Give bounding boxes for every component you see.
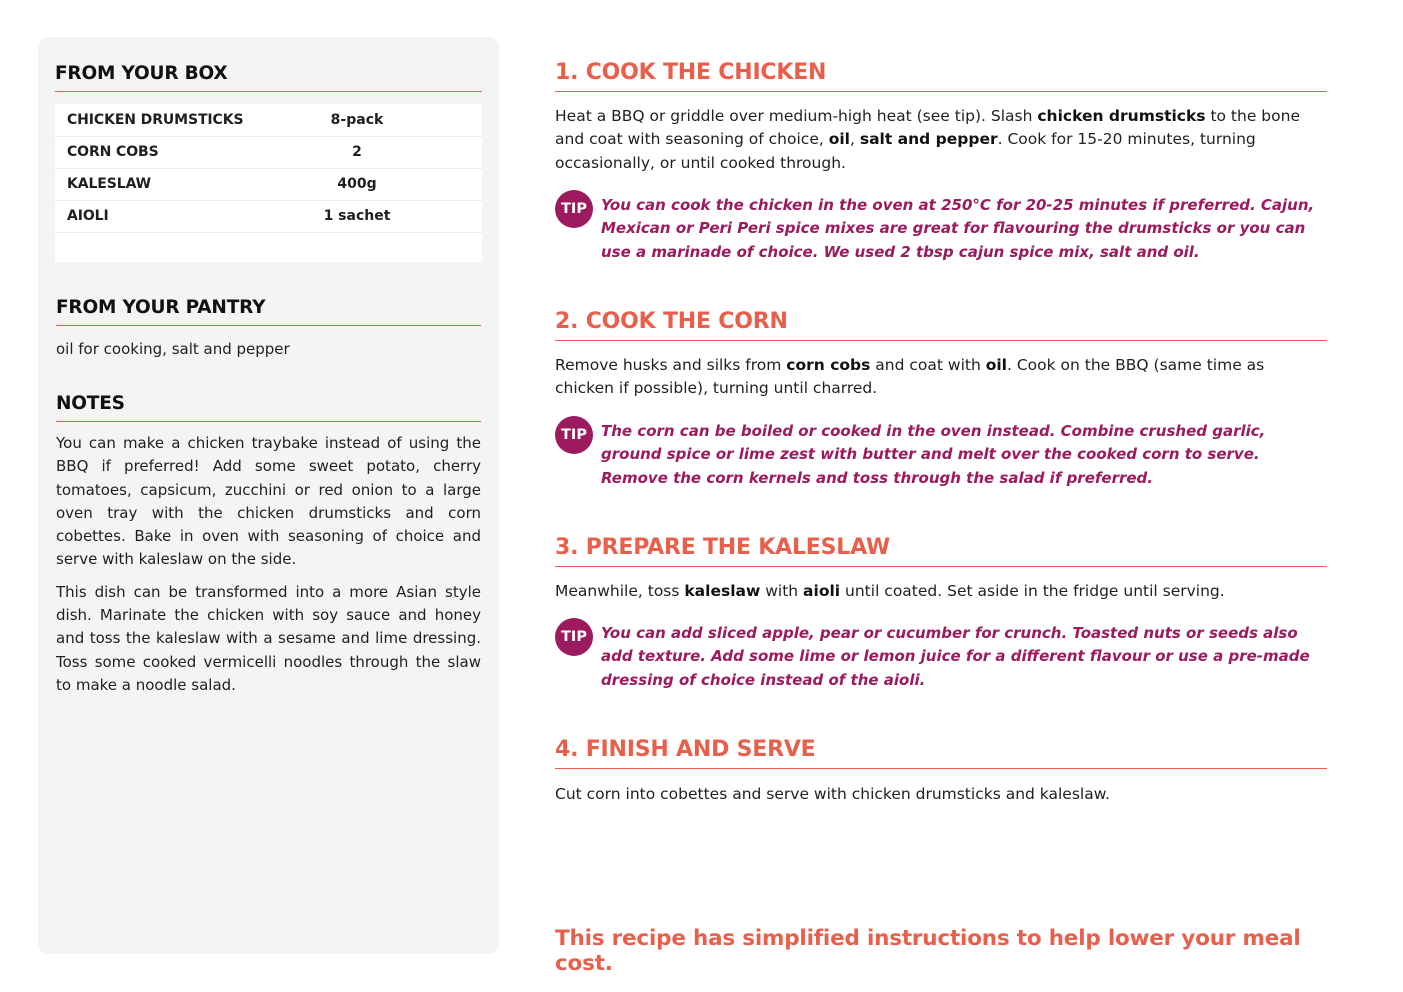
table-row <box>55 168 482 200</box>
step-title: 3. PREPARE THE KALESLAW <box>555 535 1327 567</box>
step-title: 4. FINISH AND SERVE <box>555 737 1327 769</box>
ingredient-name: CHICKEN DRUMSTICKS <box>67 111 244 128</box>
step-text: Remove husks and silks from corn cobs and coat with oil. Cook on the BBQ (same time as chicken if possible), turning until charred. <box>555 356 1265 398</box>
step-text: Cut corn into cobettes and serve with chicken drumsticks and kaleslaw. <box>555 785 1110 803</box>
tip-text: You can add sliced apple, pear or cucumber for crunch. Toasted nuts or seeds also add texture. Add some lime or lemon juice for a different flavour or use a pre-made dressing of choice instead of the aioli. <box>601 624 1310 689</box>
ingredient-qty: 1 sachet <box>323 208 391 224</box>
tip-badge: TIP <box>555 416 593 454</box>
tip-text: The corn can be boiled or cooked in the oven instead. Combine crushed garlic, ground spice or lime zest with butter and melt over the cooked corn to serve. Remove the corn kernels and toss through the salad if preferred. <box>601 422 1266 487</box>
table-row <box>55 104 482 136</box>
table-row <box>55 136 482 168</box>
footer-note: This recipe has simplified instructions to help lower your meal cost. <box>555 926 1301 976</box>
table-row-empty <box>55 232 482 262</box>
ingredients-table <box>55 104 482 262</box>
notes-section-title: NOTES <box>56 393 481 422</box>
table-row <box>55 200 482 232</box>
step-text: Heat a BBQ or griddle over medium-high heat (see tip). Slash chicken drumsticks to the bone and coat with seasoning of choice, oil, salt and pepper. Cook for 15-20 minutes, turning occasionally, or until cooked through. <box>555 107 1300 172</box>
ingredient-name: CORN COBS <box>67 144 159 160</box>
notes-paragraph: This dish can be transformed into a more Asian style dish. Marinate the chicken with soy sauce and honey and toss the kaleslaw with a sesame and lime dressing. Toss some cooked vermicelli noodles through the slaw to make a noodle salad. <box>56 582 481 694</box>
ingredient-qty: 2 <box>352 144 362 160</box>
sidebar-panel <box>38 37 499 954</box>
step-text: Meanwhile, toss kaleslaw with aioli until coated. Set aside in the fridge until serving. <box>555 582 1225 600</box>
notes-body <box>56 432 481 706</box>
pantry-text: oil for cooking, salt and pepper <box>56 340 290 358</box>
step-title: 2. COOK THE CORN <box>555 309 1327 341</box>
tip-badge: TIP <box>555 618 593 656</box>
step-title: 1. COOK THE CHICKEN <box>555 60 1327 92</box>
pantry-section-title: FROM YOUR PANTRY <box>56 297 481 326</box>
tip-text: You can cook the chicken in the oven at 250°C for 20-25 minutes if preferred. Cajun, Mexican or Peri Peri spice mixes are great for flavouring the drumsticks or you can use a marinade of choice. We used 2 tbsp cajun spice mix, salt and oil. <box>601 196 1315 261</box>
tip-badge: TIP <box>555 190 593 228</box>
ingredient-name: AIOLI <box>67 208 109 224</box>
box-section-title: FROM YOUR BOX <box>55 63 482 92</box>
ingredient-qty: 8-pack <box>330 111 384 128</box>
ingredient-name: KALESLAW <box>67 176 152 192</box>
notes-paragraph: You can make a chicken traybake instead of using the BBQ if preferred! Add some sweet potato, cherry tomatoes, capsicum, zucchini or red onion to a large oven tray with the chicken drumsticks and corn cobettes. Bake in oven with seasoning of choice and serve with kaleslaw on the side. <box>56 434 481 569</box>
ingredient-qty: 400g <box>337 176 377 192</box>
